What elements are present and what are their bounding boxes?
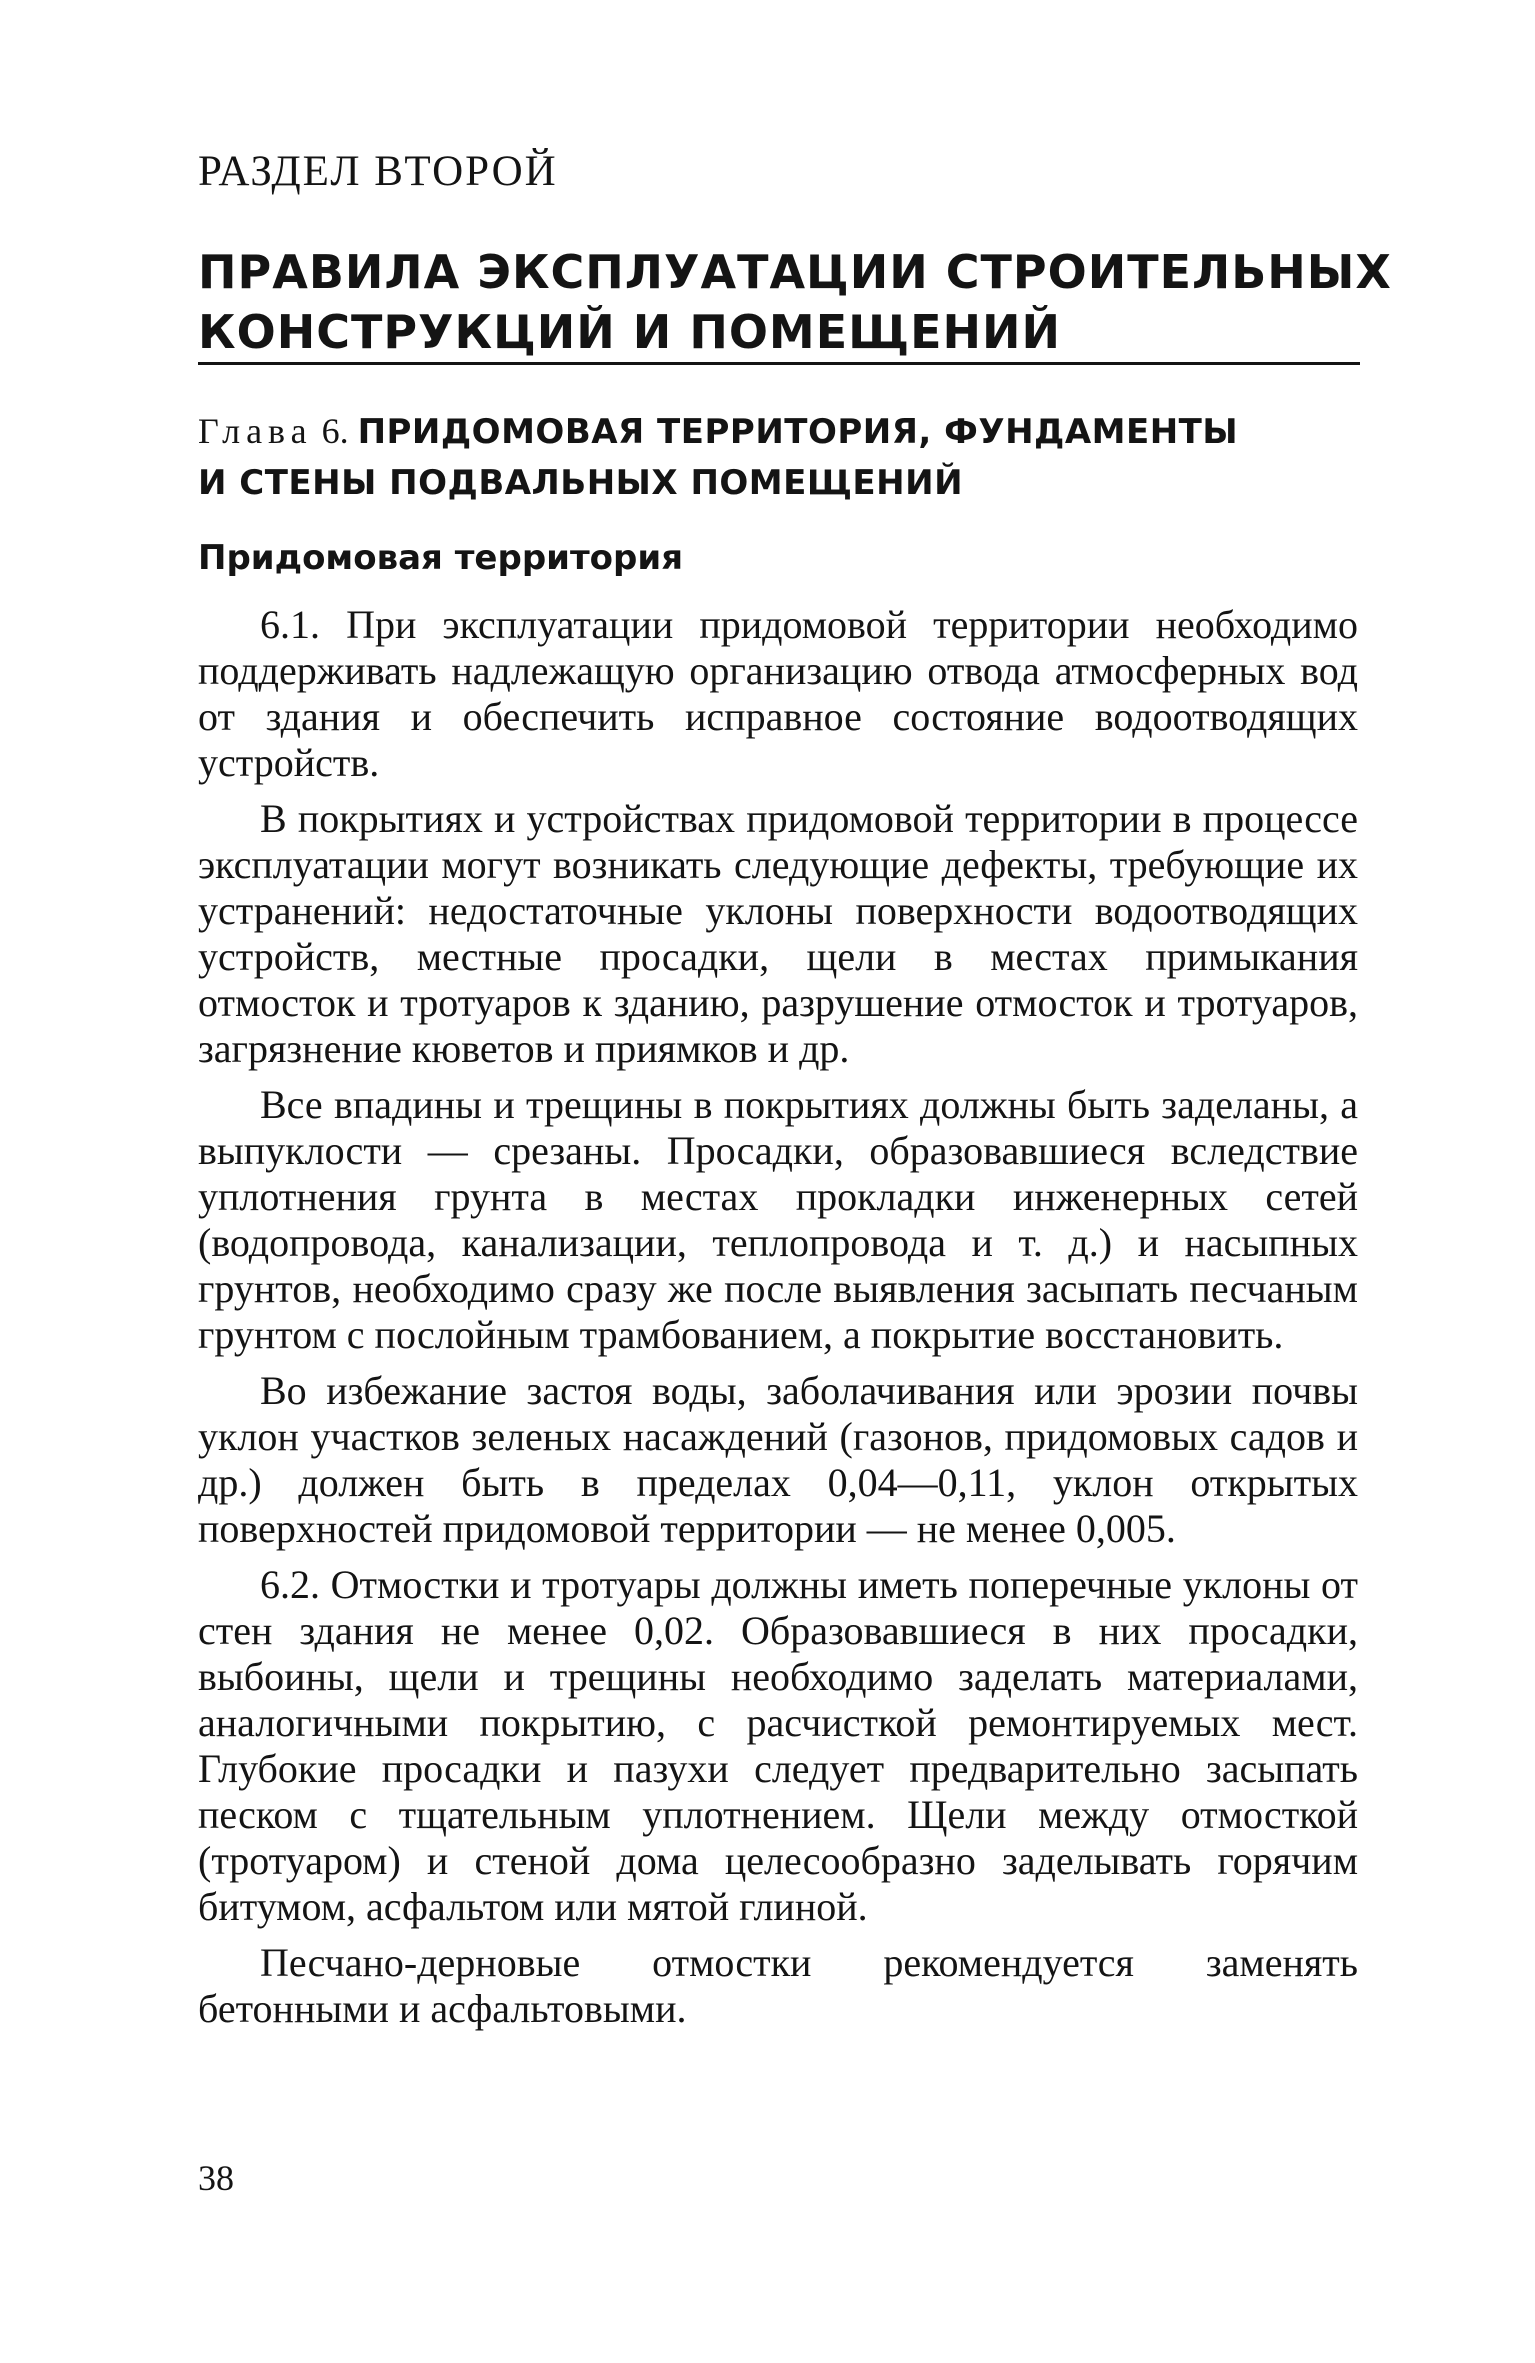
chapter-heading-line-2	[198, 457, 1368, 508]
paragraph-6-2: 6.2. Отмостки и тротуары должны иметь поперечные уклоны от стен здания не менее 0,02. Образовавшиеся в них просадки, выбоины, щели и трещины необходимо заделать материалами, аналогичными покрытию, с расчисткой ремонтируемых мест. Глубокие просадки и пазухи следует предварительно засыпать песком с тщательным уплотнением. Щели между отмосткой (тротуаром) и стеной дома целесообразно заделывать горячим битумом, асфальтом или мятой глиной.	[198, 1562, 1358, 1929]
part-title-line-1: ПРАВИЛА ЭКСПЛУАТАЦИИ СТРОИТЕЛЬНЫХ	[198, 245, 1392, 299]
chapter-title-line-1: ПРИДОМОВАЯ ТЕРРИТОРИЯ, ФУНДАМЕНТЫ	[357, 412, 1239, 452]
page-number: 38	[198, 2158, 234, 2198]
title-divider	[198, 362, 1360, 365]
paragraph-6-1: 6.1. При эксплуатации придомовой территории необходимо поддерживать надлежащую организацию отвода атмосферных вод от здания и обеспечить исправное состояние водоотводящих устройств.	[198, 602, 1358, 785]
chapter-number: 6.	[321, 411, 349, 451]
subsection-heading: Придомовая территория	[198, 538, 684, 578]
paragraph-slopes: Во избежание застоя воды, заболачивания или эрозии почвы уклон участков зеленых насаждений (газонов, придомовых садов и др.) должен быть в пределах 0,04—0,11, уклон открытых поверхностей придомовой территории — не менее 0,005.	[198, 1368, 1358, 1551]
section-label: РАЗДЕЛ ВТОРОЙ	[198, 148, 558, 195]
body-text	[198, 602, 1358, 2042]
chapter-heading	[198, 406, 1368, 508]
chapter-heading-line-1	[198, 406, 1368, 457]
part-title	[198, 242, 1392, 362]
part-title-line-2: КОНСТРУКЦИЙ И ПОМЕЩЕНИЙ	[198, 305, 1062, 359]
chapter-word: Глава	[198, 411, 313, 451]
paragraph-replacement: Песчано-дерновые отмостки рекомендуется заменять бетонными и асфальтовыми.	[198, 1940, 1358, 2031]
chapter-title-line-2: И СТЕНЫ ПОДВАЛЬНЫХ ПОМЕЩЕНИЙ	[198, 463, 964, 503]
paragraph-hollows: Все впадины и трещины в покрытиях должны быть заделаны, а выпуклости — срезаны. Просадки, образовавшиеся вследствие уплотнения грунта в местах прокладки инженерных сетей (водопровода, канализации, теплопровода и т. д.) и насыпных грунтов, необходимо сразу же после выявления засыпать песчаным грунтом с послойным трамбованием, а покрытие восстановить.	[198, 1082, 1358, 1357]
paragraph-defects: В покрытиях и устройствах придомовой территории в процессе эксплуатации могут возникать следующие дефекты, требующие их устранений: недостаточные уклоны поверхности водоотводящих устройств, местные просадки, щели в местах примыкания отмосток и тротуаров к зданию, разрушение отмосток и тротуаров, загрязнение кюветов и приямков и др.	[198, 796, 1358, 1071]
